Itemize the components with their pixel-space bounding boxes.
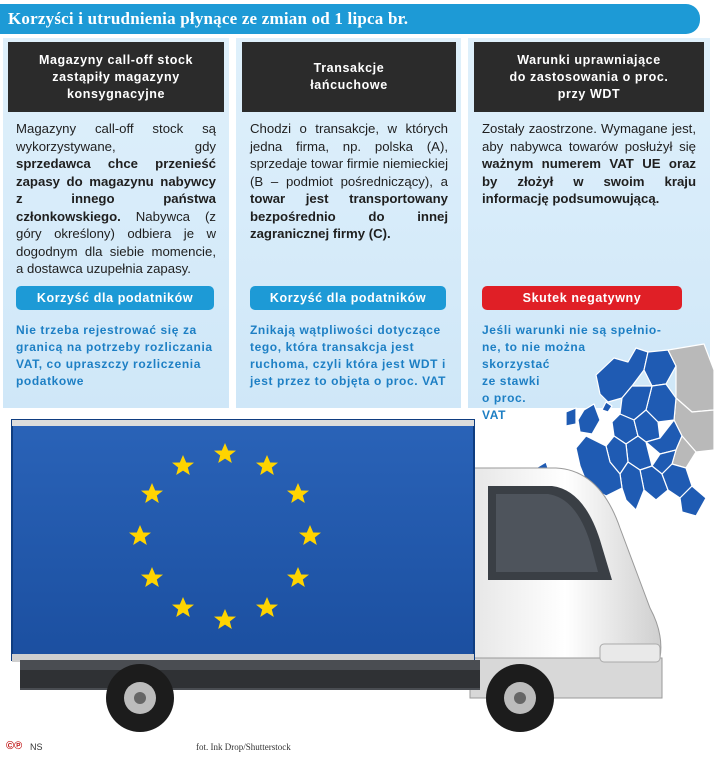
column-1-header bbox=[8, 42, 224, 112]
column-1-note: Nie trzeba rejestrować się za granicą na potrzeby rozliczania VAT, co upraszczy rozliczenia podatkowe bbox=[16, 323, 213, 388]
column-2-header-line: łańcuchowe bbox=[310, 78, 388, 92]
column-3-body bbox=[482, 120, 696, 208]
body-text-part: Chodzi o transakcje, w których jedna firma, np. polska (A), sprzedaje towar firmie niemieckiej (B – podmiot pośredniczący), a bbox=[250, 121, 448, 189]
column-1-body bbox=[16, 120, 216, 278]
body-text-bold: ważnym numerem VAT UE oraz by złożył w swoim kraju informację podsumowującą. bbox=[482, 156, 696, 206]
page-title: Korzyści i utrudnienia płynące ze zmian od 1 lipca br. bbox=[0, 4, 700, 34]
column-3-note-line: skorzystać bbox=[482, 357, 551, 371]
body-text-bold: sprzedawca chce przenieść zapasy do magazynu nabywcy z innego państwa członkowskiego. bbox=[16, 156, 216, 224]
body-text-bold: towar jest transportowany bezpośrednio do innej zagranicznej firmy (C). bbox=[250, 191, 448, 241]
column-1-header-line: Magazyny call-off stock bbox=[38, 52, 194, 67]
body-text-part: Magazyny call-off stock są wykorzystywane, gdy bbox=[16, 121, 216, 154]
column-3-note-line: ze stawki bbox=[482, 374, 541, 388]
column-3-note-line: Jeśli warunki nie są spełnio- bbox=[482, 323, 662, 337]
column-3-note-line: VAT bbox=[482, 408, 507, 422]
column-1-header-line: konsygnacyjne bbox=[66, 86, 166, 101]
column-3-header bbox=[474, 42, 704, 112]
author-initials: NS bbox=[30, 742, 43, 752]
benefit-badge: Korzyść dla podatników bbox=[250, 286, 446, 310]
negative-effect-badge: Skutek negatywny bbox=[482, 286, 682, 310]
column-3-header-line: przy WDT bbox=[557, 86, 621, 101]
column-3-header-line: do zastosowania o proc. bbox=[509, 69, 669, 84]
eu-truck-illustration bbox=[0, 408, 714, 738]
column-2-header bbox=[242, 42, 456, 112]
column-3-header-line: Warunki uprawniające bbox=[517, 52, 661, 67]
column-2-note: Znikają wątpliwości dotyczące tego, która transakcja jest ruchoma, czyli która jest WDT i jest przez to objęta o proc. VAT bbox=[250, 323, 447, 388]
column-3-note-line: o proc. bbox=[482, 391, 527, 405]
column-3-note-line: ne, to nie można bbox=[482, 340, 586, 354]
photo-credit: fot. Ink Drop/Shutterstock bbox=[196, 742, 291, 752]
publisher-logo: ©℗ bbox=[6, 740, 23, 752]
body-text-part: Nabywca (z góry określony) odbiera je w dogodnym dla siebie momencie, a dostawca uzupełnia zapasy. bbox=[16, 208, 216, 276]
column-2-body bbox=[250, 120, 448, 243]
benefit-badge: Korzyść dla podatników bbox=[16, 286, 214, 310]
body-text-part: Zostały zaostrzone. Wymagane jest, aby nabywca towarów posłużył się bbox=[482, 121, 696, 154]
column-2-header-line: Transakcje bbox=[313, 61, 385, 75]
column-1-header-line: zastąpiły magazyny bbox=[52, 69, 180, 84]
